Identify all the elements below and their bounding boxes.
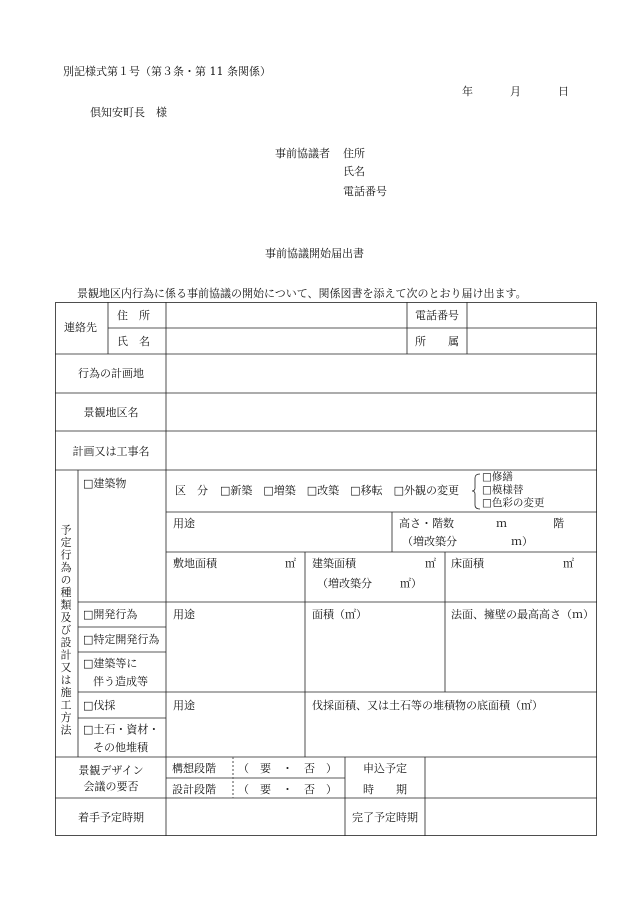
contact-dept-label: 所 属 [415,335,459,348]
district-name-label: 景観地区名 [83,406,139,419]
site-area-label: 敷地面積 [173,557,217,570]
intro-text: 景観地区内行為に係る事前協議の開始について、関係図書を添えて次のとおり届け出ます。 [77,287,527,300]
project-name-label: 計画又は工事名 [72,445,150,458]
site-area-unit: ㎡ [285,557,296,570]
application-schedule-label-1: 申込予定 [363,762,407,775]
notification-table [55,302,597,836]
options-bracket [472,474,480,509]
development-use-label: 用途 [173,608,195,621]
contact-phone-label: 電話番号 [415,309,459,322]
floor-area-label: 床面積 [451,557,484,570]
stockpile-checkbox: □土石・資材・ [83,723,160,736]
completion-schedule-label: 完了予定時期 [352,811,418,824]
contact-name-label: 氏 名 [117,335,150,348]
option-repair: □修繕 [482,471,513,483]
activity-type-vertical-label: 予定行為の種類及び設計又は施工方法 [59,524,72,737]
development-area-label: 面積（㎡） [312,608,367,621]
height-floors-label: 高さ・階数 [399,517,454,530]
floor-area-unit: ㎡ [563,557,574,570]
building-area-unit: ㎡ [425,557,436,570]
building-ext-label: （増改築分 [317,577,372,590]
floor-unit: 階 [553,517,564,530]
building-use-label: 用途 [173,517,195,530]
applicant-address-label: 住所 [343,147,365,160]
land-preparation-checkbox: □建築等に [83,657,138,670]
document-title: 事前協議開始届出書 [265,247,364,260]
contact-address-label: 住 所 [117,309,150,322]
addressee: 倶知安町長 様 [90,106,167,119]
plan-location-label: 行為の計画地 [78,367,144,380]
felling-use-label: 用途 [173,699,195,712]
design-stage-need: （ 要 ・ 否 ） [238,783,337,796]
applicant-name-label: 氏名 [343,165,365,178]
start-schedule-label: 着手予定時期 [78,811,144,824]
building-options: □新築 □増築 □改築 □移転 □外観の変更 [220,484,459,497]
option-remodel: □模様替 [482,484,524,496]
contact-label: 連絡先 [64,321,97,334]
form-number: 別記様式第１号（第３条・第 11 条関係） [63,65,271,78]
design-stage-label: 設計段階 [172,783,216,796]
height-ext-unit: ｍ） [511,535,533,548]
development-checkbox: □開発行為 [83,608,138,621]
option-color-change: □色彩の変更 [482,497,545,509]
date-day-label: 日 [558,85,569,98]
building-ext-unit: ㎡） [400,577,422,590]
application-schedule-label-2: 時 期 [363,783,407,796]
felling-checkbox: □伐採 [83,699,116,712]
building-checkbox-label: □建築物 [83,477,127,490]
specific-development-checkbox: □特定開発行為 [83,633,160,646]
category-label: 区 分 [175,484,208,497]
height-ext-label: （増改築分 [402,535,457,548]
felling-area-label: 伐採面積、又は土石等の堆積物の底面積（㎡） [312,699,543,712]
stockpile-label-line2: その他堆積 [93,741,148,754]
applicant-phone-label: 電話番号 [343,185,387,198]
building-area-label: 建築面積 [312,557,356,570]
design-meeting-label-1: 景観デザイン [78,764,144,777]
slope-height-label: 法面、擁壁の最高高さ（ｍ） [451,608,594,621]
date-month-label: 月 [510,85,521,98]
land-preparation-label-line2: 伴う造成等 [93,675,148,688]
concept-stage-label: 構想段階 [172,762,216,775]
concept-stage-need: （ 要 ・ 否 ） [238,762,337,775]
height-unit-m: ｍ [496,517,507,530]
applicant-label: 事前協議者 [275,147,330,160]
date-year-label: 年 [462,85,473,98]
design-meeting-label-2: 会議の要否 [83,780,139,793]
